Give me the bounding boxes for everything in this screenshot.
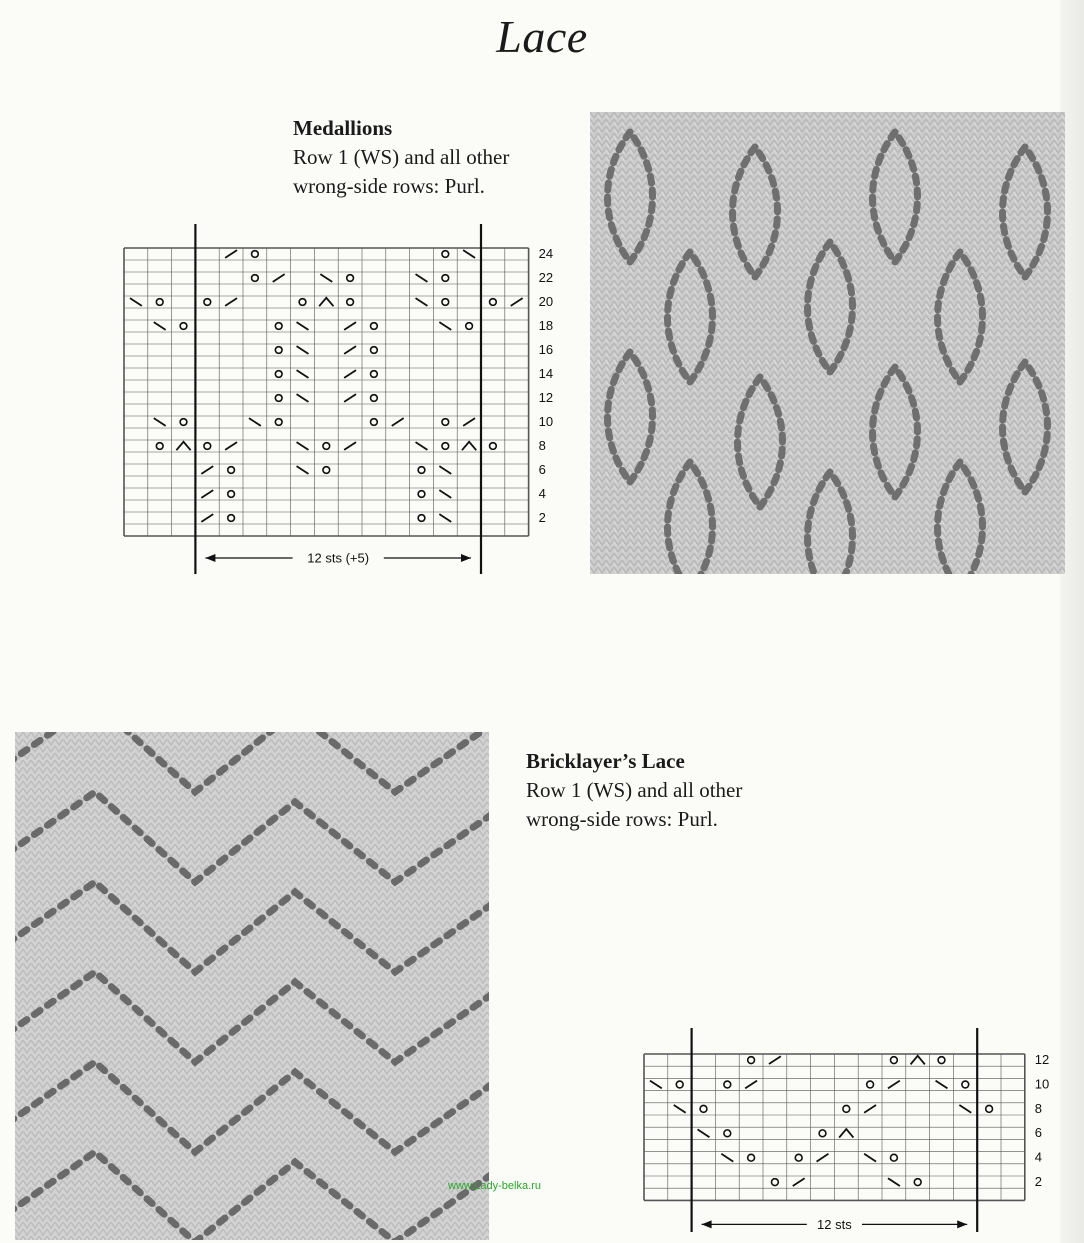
stitch-ssk-symbol [959,1105,971,1113]
stitch-yo-symbol [962,1081,969,1088]
stitch-yo-symbol [819,1130,826,1137]
stitch-sk2p-symbol [319,298,333,306]
stitch-k2tog-symbol [463,418,475,426]
stitch-k2tog-symbol [344,394,356,402]
stitch-ssk-symbol [297,442,309,450]
stitch-yo-symbol [228,515,235,522]
medallions-chart [110,222,570,574]
stitch-ssk-symbol [297,322,309,330]
stitch-yo-symbol [371,323,378,330]
stitch-yo-symbol [371,371,378,378]
stitch-yo-symbol [890,1057,897,1064]
bricklayers-swatch-image [15,732,489,1240]
row-number: 18 [538,317,554,333]
medallions-name: Medallions [293,116,393,140]
stitch-yo-symbol [323,467,330,474]
stitch-ssk-symbol [297,466,309,474]
stitch-yo-symbol [418,515,425,522]
stitch-yo-symbol [700,1105,707,1112]
stitch-yo-symbol [442,299,449,306]
bricklayers-description [526,747,742,834]
stitch-yo-symbol [771,1179,778,1186]
row-number: 12 [538,389,554,405]
stitch-k2tog-symbol [344,442,356,450]
stitch-k2tog-symbol [273,274,285,282]
chart-symbols [130,250,523,522]
stitch-k2tog-symbol [201,514,213,522]
stitch-k2tog-symbol [745,1081,757,1089]
stitch-yo-symbol [156,443,163,450]
stitch-k2tog-symbol [344,370,356,378]
stitch-k2tog-symbol [817,1154,829,1162]
stitch-yo-symbol [299,299,306,306]
stitch-yo-symbol [724,1130,731,1137]
repeat-label: 12 sts (+5) [307,550,370,566]
medallions-swatch-photo [590,112,1065,574]
stitch-yo-symbol [442,419,449,426]
stitch-ssk-symbol [864,1154,876,1162]
stitch-yo-symbol [748,1154,755,1161]
row-number: 4 [538,485,546,501]
stitch-yo-symbol [418,491,425,498]
stitch-yo-symbol [442,275,449,282]
stitch-yo-symbol [252,275,259,282]
row-number: 8 [1034,1100,1043,1116]
stitch-yo-symbol [676,1081,683,1088]
medallions-swatch-image [590,112,1065,574]
row-number: 2 [1034,1174,1043,1190]
stitch-ssk-symbol [463,250,475,258]
stitch-yo-symbol [156,299,163,306]
page-title: Lace [496,11,588,62]
stitch-ssk-symbol [130,298,142,306]
stitch-k2tog-symbol [392,418,404,426]
stitch-ssk-symbol [297,346,309,354]
repeat-arrow [702,1217,968,1232]
stitch-yo-symbol [371,395,378,402]
stitch-sk2p-symbol [462,442,476,450]
stitch-yo-symbol [490,299,497,306]
stitch-yo-symbol [986,1105,993,1112]
row-number: 16 [538,341,554,357]
stitch-yo-symbol [371,419,378,426]
stitch-ssk-symbol [698,1129,710,1137]
stitch-ssk-symbol [650,1081,662,1089]
stitch-yo-symbol [914,1179,921,1186]
stitch-sk2p-symbol [176,442,190,450]
stitch-yo-symbol [323,443,330,450]
stitch-yo-symbol [275,371,282,378]
stitch-yo-symbol [938,1057,945,1064]
bricklayers-instruction-line: Row 1 (WS) and all other [526,778,743,802]
stitch-k2tog-symbol [344,346,356,354]
stitch-yo-symbol [204,299,211,306]
stitch-k2tog-symbol [201,490,213,498]
medallions-instruction-line: Row 1 (WS) and all other [293,145,510,169]
stitch-yo-symbol [228,491,235,498]
row-number: 4 [1034,1149,1043,1165]
stitch-yo-symbol [795,1154,802,1161]
medallions-instruction-line: wrong-side rows: Purl. [293,174,485,198]
chart-symbols [650,1056,993,1186]
stitch-yo-symbol [275,347,282,354]
stitch-k2tog-symbol [201,466,213,474]
stitch-yo-symbol [843,1105,850,1112]
stitch-ssk-symbol [416,274,428,282]
bricklayers-name: Bricklayer’s Lace [526,749,685,773]
stitch-ssk-symbol [416,298,428,306]
row-number: 6 [1034,1125,1043,1141]
stitch-ssk-symbol [721,1154,733,1162]
row-number: 14 [538,365,554,381]
stitch-yo-symbol [418,467,425,474]
medallions-description [293,114,509,201]
stitch-k2tog-symbol [793,1178,805,1186]
row-number: 6 [538,461,546,477]
row-number: 12 [1034,1052,1050,1068]
row-number: 20 [538,293,554,309]
stitch-k2tog-symbol [344,322,356,330]
stitch-ssk-symbol [439,514,451,522]
stitch-ssk-symbol [297,370,309,378]
stitch-ssk-symbol [416,442,428,450]
watermark-text: www.Lady-belka.ru [448,1180,541,1192]
stitch-k2tog-symbol [864,1105,876,1113]
stitch-ssk-symbol [297,394,309,402]
stitch-ssk-symbol [936,1081,948,1089]
stitch-yo-symbol [275,395,282,402]
stitch-yo-symbol [490,443,497,450]
row-number: 24 [538,245,554,261]
stitch-yo-symbol [890,1154,897,1161]
stitch-yo-symbol [275,419,282,426]
stitch-yo-symbol [867,1081,874,1088]
bricklayers-chart [632,1022,1072,1232]
chart-grid [124,248,529,536]
stitch-k2tog-symbol [888,1081,900,1089]
row-number: 2 [538,509,546,525]
row-number: 10 [538,413,554,429]
stitch-yo-symbol [748,1057,755,1064]
stitch-k2tog-symbol [769,1056,781,1064]
stitch-yo-symbol [442,251,449,258]
stitch-yo-symbol [228,467,235,474]
stitch-k2tog-symbol [225,442,237,450]
stitch-yo-symbol [724,1081,731,1088]
stitch-yo-symbol [180,419,187,426]
row-numbers [1035,1052,1049,1189]
stitch-yo-symbol [347,299,354,306]
stitch-yo-symbol [442,443,449,450]
stitch-yo-symbol [180,323,187,330]
row-number: 10 [1034,1076,1050,1092]
row-numbers [539,246,553,525]
stitch-k2tog-symbol [225,298,237,306]
stitch-ssk-symbol [154,418,166,426]
stitch-yo-symbol [204,443,211,450]
stitch-yo-symbol [275,323,282,330]
stitch-yo-symbol [371,347,378,354]
row-number: 8 [538,437,546,453]
repeat-label: 12 sts [817,1216,852,1232]
chart-grid [644,1054,1025,1200]
bricklayers-swatch-photo [15,732,489,1240]
repeat-arrow [205,551,471,566]
row-number: 22 [538,269,554,285]
stitch-yo-symbol [347,275,354,282]
stitch-ssk-symbol [439,490,451,498]
stitch-yo-symbol [252,251,259,258]
bricklayers-instruction-line: wrong-side rows: Purl. [526,807,718,831]
stitch-ssk-symbol [154,322,166,330]
stitch-k2tog-symbol [225,250,237,258]
stitch-sk2p-symbol [911,1056,925,1065]
stitch-ssk-symbol [249,418,261,426]
stitch-ssk-symbol [320,274,332,282]
stitch-ssk-symbol [439,322,451,330]
stitch-ssk-symbol [674,1105,686,1113]
stitch-ssk-symbol [439,466,451,474]
stitch-sk2p-symbol [839,1129,853,1138]
stitch-k2tog-symbol [511,298,523,306]
stitch-ssk-symbol [888,1178,900,1186]
stitch-yo-symbol [466,323,473,330]
